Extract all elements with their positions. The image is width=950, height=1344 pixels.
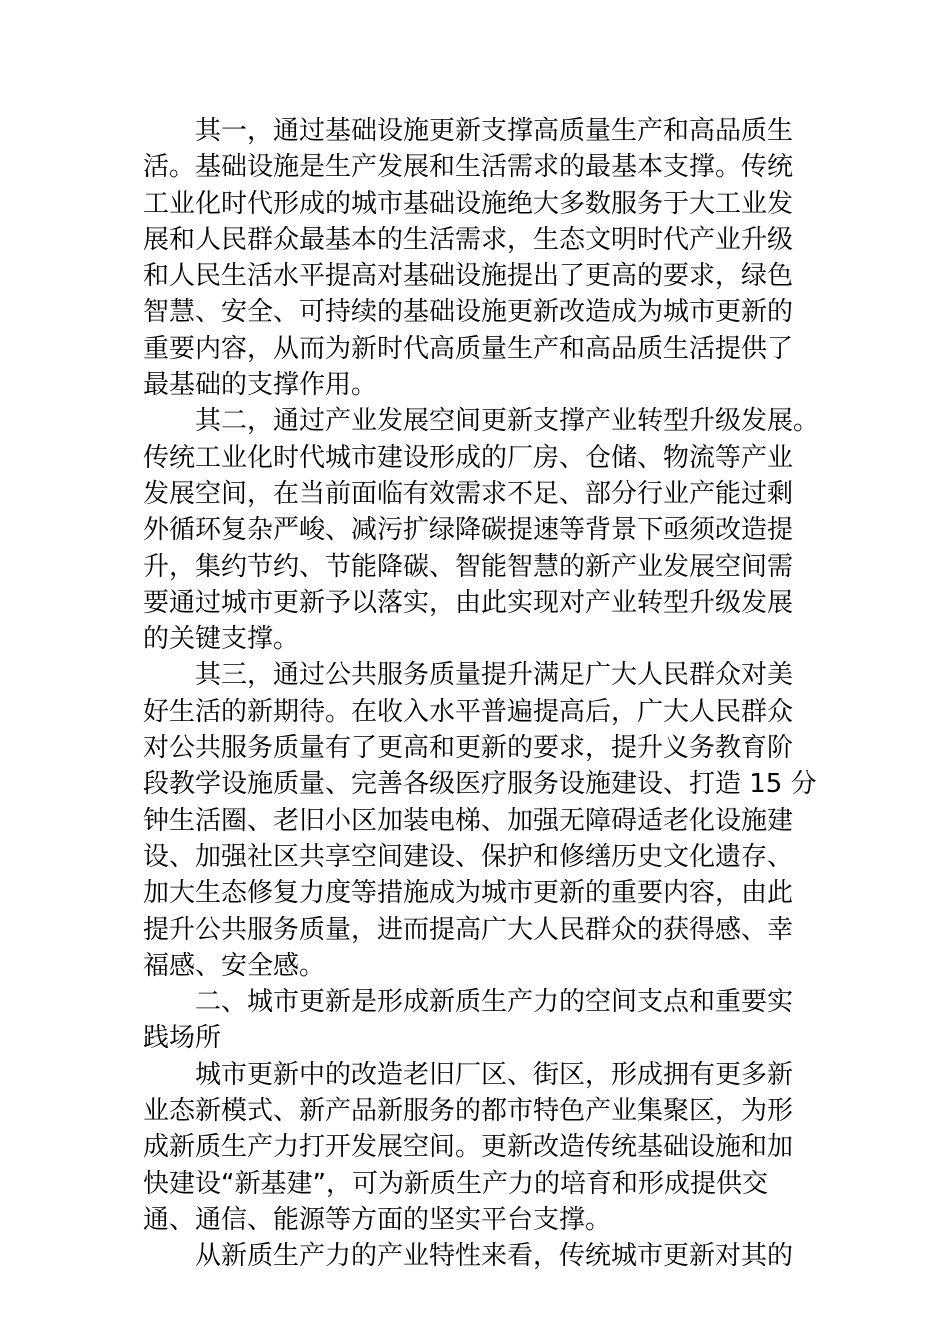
section-heading [143,984,811,1057]
text-line: 好生活的新期待。在收入水平普遍提高后，广大人民群众 [143,696,794,727]
text-line: 成新质生产力打开发展空间。更新改造传统基础设施和加 [143,1132,794,1163]
text-line: 外循环复杂严峻、减污扩绿降碳提速等背景下亟须改造提 [143,515,794,546]
text-line: 最基础的支撑作用。 [143,370,378,401]
text-line: 快建设“新基建”，可为新质生产力的培育和形成提供交 [143,1168,768,1199]
text-line: 设、加强社区共享空间建设、保护和修缮历史文化遗存、 [143,841,794,872]
text-line: 传统工业化时代城市建设形成的厂房、仓储、物流等产业 [143,442,794,473]
text-line: 对公共服务质量有了更高和更新的要求，提升义务教育阶 [143,733,794,764]
text-line: 重要内容，从而为新时代高质量生产和高品质生活提供了 [143,333,794,364]
paragraph [143,1238,811,1274]
text-line: 通、通信、能源等方面的坚实平台支撑。 [143,1204,612,1235]
text-line: 智慧、安全、可持续的基础设施更新改造成为城市更新的 [143,297,794,328]
document-body [143,113,820,1275]
text-line: 发展空间，在当前面临有效需求不足、部分行业产能过剩 [143,478,794,509]
text-line: 段教学设施质量、完善各级医疗服务设施建设、打造 15 分 [143,769,817,800]
text-line: 其一，通过基础设施更新支撑高质量生产和高品质生 [195,116,794,146]
text-line: 从新质生产力的产业特性来看，传统城市更新对其的 [195,1241,794,1272]
text-line: 的关键支撑。 [143,624,300,655]
paragraph [143,1057,811,1238]
text-line: 二、城市更新是形成新质生产力的空间支点和重要实 [195,987,794,1018]
text-line: 其三，通过公共服务质量提升满足广大人民群众对美 [195,660,794,691]
text-line: 业态新模式、新产品新服务的都市特色产业集聚区，为形 [143,1096,794,1127]
text-line: 提升公共服务质量，进而提高广大人民群众的获得感、幸 [143,914,794,945]
text-line: 要通过城市更新予以落实，由此实现对产业转型升级发展 [143,587,794,618]
paragraph [143,657,817,984]
text-line: 城市更新中的改造老旧厂区、街区，形成拥有更多新 [195,1059,794,1090]
text-line: 活。基础设施是生产发展和生活需求的最基本支撑。传统 [143,152,794,183]
text-line: 福感、安全感。 [143,950,326,981]
text-line: 工业化时代形成的城市基础设施绝大多数服务于大工业发 [143,188,794,219]
text-line: 其二，通过产业发展空间更新支撑产业转型升级发展。 [195,406,820,437]
text-line: 展和人民群众最基本的生活需求，生态文明时代产业升级 [143,224,794,255]
text-line: 践场所 [143,1023,222,1054]
text-line: 升，集约节约、节能降碳、智能智慧的新产业发展空间需 [143,551,794,582]
paragraph [143,403,820,657]
text-line: 加大生态修复力度等措施成为城市更新的重要内容，由此 [143,878,794,909]
text-line: 和人民生活水平提高对基础设施提出了更高的要求，绿色 [143,261,794,292]
paragraph [143,113,811,403]
text-line: 钟生活圈、老旧小区加装电梯、加强无障碍适老化设施建 [143,805,794,836]
